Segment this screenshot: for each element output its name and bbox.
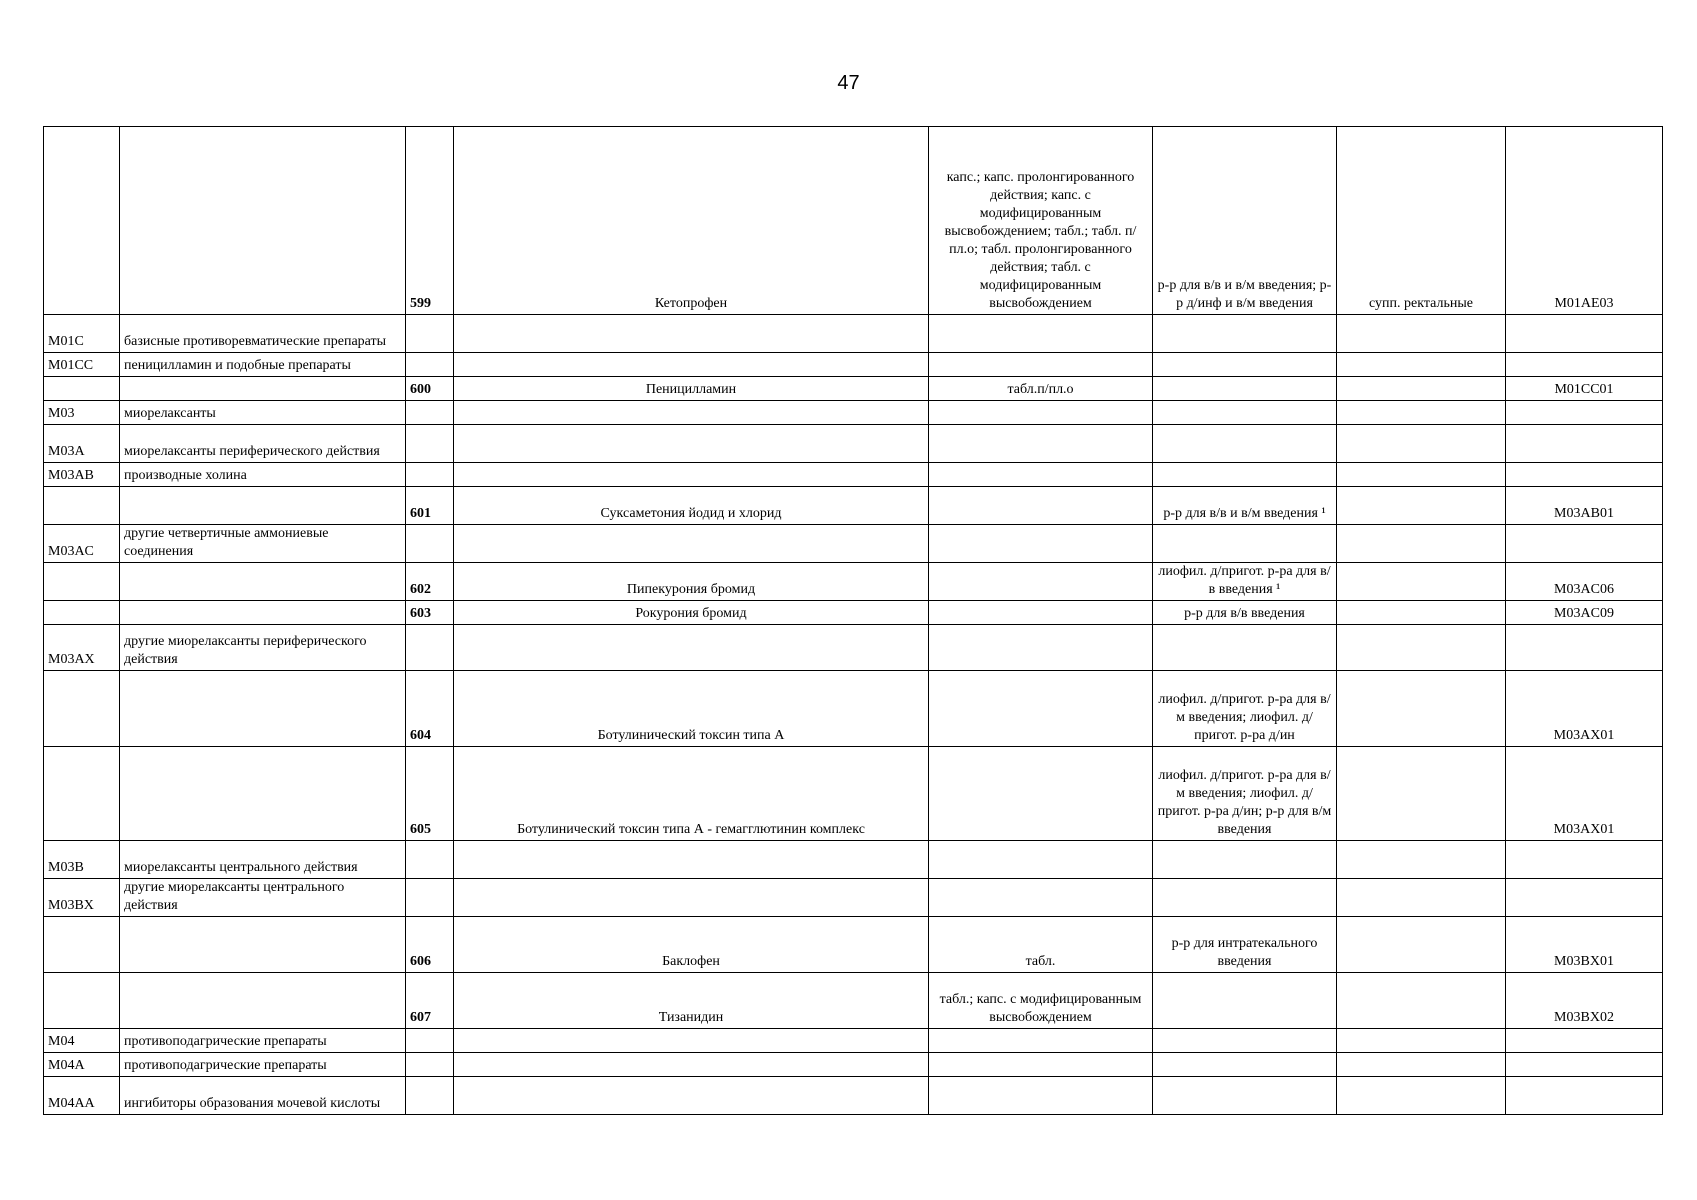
drug-name-cell	[454, 353, 929, 377]
oral-form-cell: табл.	[929, 917, 1153, 973]
atc-drug-code-cell: M03AX01	[1506, 671, 1663, 747]
table-row	[44, 625, 1663, 671]
oral-form-cell	[929, 563, 1153, 601]
table-row	[44, 601, 1663, 625]
injection-form-cell	[1153, 1077, 1337, 1115]
item-number-cell: 605	[406, 747, 454, 841]
oral-form-cell	[929, 425, 1153, 463]
drug-name-cell	[454, 625, 929, 671]
table-row	[44, 353, 1663, 377]
group-name-cell: базисные противоревматические препараты	[120, 315, 406, 353]
atc-code-cell: M01CC	[44, 353, 120, 377]
atc-drug-code-cell	[1506, 1029, 1663, 1053]
injection-form-cell: лиофил. д/пригот. р-ра для в/м введения; лиофил. д/пригот. р-ра д/ин	[1153, 671, 1337, 747]
item-number-cell	[406, 425, 454, 463]
drug-name-cell	[454, 463, 929, 487]
injection-form-cell: лиофил. д/пригот. р-ра для в/в введения ¹	[1153, 563, 1337, 601]
item-number-cell: 604	[406, 671, 454, 747]
drug-name-cell	[454, 1053, 929, 1077]
injection-form-cell	[1153, 841, 1337, 879]
item-number-cell	[406, 315, 454, 353]
atc-drug-code-cell	[1506, 841, 1663, 879]
drug-name-cell	[454, 1077, 929, 1115]
item-number-cell	[406, 1029, 454, 1053]
atc-code-cell: M03AX	[44, 625, 120, 671]
group-name-cell: ингибиторы образования мочевой кислоты	[120, 1077, 406, 1115]
oral-form-cell	[929, 625, 1153, 671]
oral-form-cell	[929, 747, 1153, 841]
group-name-cell	[120, 747, 406, 841]
page-number: 47	[837, 72, 860, 94]
injection-form-cell	[1153, 1053, 1337, 1077]
atc-drug-code-cell: M03AB01	[1506, 487, 1663, 525]
drug-name-cell	[454, 401, 929, 425]
injection-form-cell: лиофил. д/пригот. р-ра для в/м введения; лиофил. д/пригот. р-ра д/ин; р-р для в/м введения	[1153, 747, 1337, 841]
drug-name-cell: Ботулинический токсин типа А - гемагглютинин комплекс	[454, 747, 929, 841]
item-number-cell	[406, 353, 454, 377]
table-row	[44, 917, 1663, 973]
item-number-cell	[406, 625, 454, 671]
group-name-cell: противоподагрические препараты	[120, 1029, 406, 1053]
other-form-cell	[1337, 563, 1506, 601]
other-form-cell	[1337, 425, 1506, 463]
other-form-cell	[1337, 879, 1506, 917]
item-number-cell	[406, 401, 454, 425]
drug-name-cell: Пипекурония бромид	[454, 563, 929, 601]
atc-code-cell: M03	[44, 401, 120, 425]
atc-drug-code-cell	[1506, 425, 1663, 463]
injection-form-cell: р-р для в/в и в/м введения; р-р д/инф и в/м введения	[1153, 127, 1337, 315]
item-number-cell: 601	[406, 487, 454, 525]
injection-form-cell	[1153, 1029, 1337, 1053]
drug-name-cell	[454, 425, 929, 463]
atc-drug-code-cell: M03AC09	[1506, 601, 1663, 625]
table-row	[44, 525, 1663, 563]
oral-form-cell	[929, 671, 1153, 747]
item-number-cell: 599	[406, 127, 454, 315]
injection-form-cell: р-р для интратекального введения	[1153, 917, 1337, 973]
atc-code-cell: M03AC	[44, 525, 120, 563]
table-row	[44, 1053, 1663, 1077]
oral-form-cell	[929, 487, 1153, 525]
other-form-cell	[1337, 601, 1506, 625]
atc-drug-code-cell	[1506, 525, 1663, 563]
oral-form-cell: табл.; капс. с модифицированным высвобождением	[929, 973, 1153, 1029]
atc-drug-code-cell	[1506, 625, 1663, 671]
item-number-cell	[406, 879, 454, 917]
atc-code-cell: M03AB	[44, 463, 120, 487]
table-row	[44, 973, 1663, 1029]
item-number-cell: 602	[406, 563, 454, 601]
oral-form-cell	[929, 525, 1153, 563]
oral-form-cell	[929, 601, 1153, 625]
atc-drug-code-cell: M01CC01	[1506, 377, 1663, 401]
atc-drug-code-cell	[1506, 1053, 1663, 1077]
drug-name-cell	[454, 841, 929, 879]
other-form-cell	[1337, 401, 1506, 425]
group-name-cell: другие миорелаксанты периферического действия	[120, 625, 406, 671]
item-number-cell	[406, 525, 454, 563]
drug-table	[43, 126, 1663, 1115]
injection-form-cell: р-р для в/в введения	[1153, 601, 1337, 625]
injection-form-cell	[1153, 315, 1337, 353]
injection-form-cell	[1153, 377, 1337, 401]
atc-drug-code-cell: M03BX02	[1506, 973, 1663, 1029]
atc-drug-code-cell	[1506, 879, 1663, 917]
atc-code-cell: M03BX	[44, 879, 120, 917]
table-row	[44, 1077, 1663, 1115]
atc-drug-code-cell	[1506, 315, 1663, 353]
table-row	[44, 563, 1663, 601]
item-number-cell	[406, 463, 454, 487]
drug-name-cell: Кетопрофен	[454, 127, 929, 315]
oral-form-cell	[929, 879, 1153, 917]
table-row	[44, 747, 1663, 841]
oral-form-cell	[929, 353, 1153, 377]
atc-code-cell	[44, 973, 120, 1029]
oral-form-cell	[929, 1029, 1153, 1053]
oral-form-cell	[929, 1077, 1153, 1115]
injection-form-cell	[1153, 973, 1337, 1029]
group-name-cell	[120, 487, 406, 525]
atc-code-cell: M03B	[44, 841, 120, 879]
other-form-cell	[1337, 671, 1506, 747]
other-form-cell	[1337, 973, 1506, 1029]
oral-form-cell: капс.; капс. пролонгированного действия; капс. с модифицированным высвобождением; табл.; табл. п/пл.о; табл. пролонгированного действия; табл. с модифицированным высвобождением	[929, 127, 1153, 315]
item-number-cell: 600	[406, 377, 454, 401]
item-number-cell	[406, 1077, 454, 1115]
drug-name-cell: Тизанидин	[454, 973, 929, 1029]
injection-form-cell	[1153, 353, 1337, 377]
atc-code-cell	[44, 671, 120, 747]
drug-name-cell	[454, 525, 929, 563]
drug-name-cell	[454, 1029, 929, 1053]
group-name-cell: миорелаксанты центрального действия	[120, 841, 406, 879]
item-number-cell	[406, 1053, 454, 1077]
drug-name-cell: Баклофен	[454, 917, 929, 973]
atc-code-cell	[44, 747, 120, 841]
group-name-cell: пеницилламин и подобные препараты	[120, 353, 406, 377]
group-name-cell: другие миорелаксанты центрального действия	[120, 879, 406, 917]
table-row	[44, 127, 1663, 315]
other-form-cell	[1337, 917, 1506, 973]
item-number-cell: 607	[406, 973, 454, 1029]
group-name-cell	[120, 377, 406, 401]
group-name-cell: миорелаксанты	[120, 401, 406, 425]
injection-form-cell	[1153, 401, 1337, 425]
other-form-cell	[1337, 353, 1506, 377]
atc-code-cell	[44, 917, 120, 973]
other-form-cell	[1337, 1077, 1506, 1115]
group-name-cell: производные холина	[120, 463, 406, 487]
group-name-cell: другие четвертичные аммониевые соединения	[120, 525, 406, 563]
oral-form-cell	[929, 1053, 1153, 1077]
atc-code-cell: M04A	[44, 1053, 120, 1077]
atc-code-cell: M04AA	[44, 1077, 120, 1115]
other-form-cell	[1337, 1029, 1506, 1053]
injection-form-cell	[1153, 879, 1337, 917]
injection-form-cell	[1153, 425, 1337, 463]
other-form-cell	[1337, 525, 1506, 563]
group-name-cell	[120, 917, 406, 973]
table-row	[44, 879, 1663, 917]
oral-form-cell	[929, 315, 1153, 353]
atc-drug-code-cell: M03BX01	[1506, 917, 1663, 973]
group-name-cell	[120, 601, 406, 625]
atc-code-cell	[44, 127, 120, 315]
atc-drug-code-cell	[1506, 463, 1663, 487]
atc-code-cell: M03A	[44, 425, 120, 463]
table-row	[44, 1029, 1663, 1053]
oral-form-cell	[929, 401, 1153, 425]
item-number-cell	[406, 841, 454, 879]
other-form-cell	[1337, 377, 1506, 401]
injection-form-cell	[1153, 525, 1337, 563]
other-form-cell	[1337, 841, 1506, 879]
drug-name-cell: Рокурония бромид	[454, 601, 929, 625]
atc-drug-code-cell	[1506, 1077, 1663, 1115]
atc-code-cell	[44, 377, 120, 401]
other-form-cell	[1337, 625, 1506, 671]
item-number-cell: 603	[406, 601, 454, 625]
other-form-cell	[1337, 747, 1506, 841]
other-form-cell	[1337, 315, 1506, 353]
atc-code-cell	[44, 563, 120, 601]
table-row	[44, 463, 1663, 487]
group-name-cell	[120, 127, 406, 315]
other-form-cell: супп. ректальные	[1337, 127, 1506, 315]
drug-name-cell	[454, 879, 929, 917]
oral-form-cell	[929, 463, 1153, 487]
atc-code-cell: M04	[44, 1029, 120, 1053]
injection-form-cell	[1153, 625, 1337, 671]
drug-name-cell: Пеницилламин	[454, 377, 929, 401]
other-form-cell	[1337, 1053, 1506, 1077]
atc-drug-code-cell: M03AC06	[1506, 563, 1663, 601]
other-form-cell	[1337, 487, 1506, 525]
oral-form-cell: табл.п/пл.о	[929, 377, 1153, 401]
table-row	[44, 671, 1663, 747]
group-name-cell: противоподагрические препараты	[120, 1053, 406, 1077]
drug-name-cell	[454, 315, 929, 353]
atc-code-cell	[44, 601, 120, 625]
atc-code-cell	[44, 487, 120, 525]
group-name-cell	[120, 563, 406, 601]
item-number-cell: 606	[406, 917, 454, 973]
atc-drug-code-cell: M03AX01	[1506, 747, 1663, 841]
atc-code-cell: M01C	[44, 315, 120, 353]
injection-form-cell	[1153, 463, 1337, 487]
injection-form-cell: р-р для в/в и в/м введения ¹	[1153, 487, 1337, 525]
table-row	[44, 401, 1663, 425]
drug-name-cell: Ботулинический токсин типа А	[454, 671, 929, 747]
atc-drug-code-cell	[1506, 353, 1663, 377]
table-row	[44, 487, 1663, 525]
table-row	[44, 425, 1663, 463]
atc-drug-code-cell: M01AE03	[1506, 127, 1663, 315]
atc-drug-code-cell	[1506, 401, 1663, 425]
table-row	[44, 377, 1663, 401]
group-name-cell	[120, 671, 406, 747]
other-form-cell	[1337, 463, 1506, 487]
table-row	[44, 841, 1663, 879]
oral-form-cell	[929, 841, 1153, 879]
drug-name-cell: Суксаметония йодид и хлорид	[454, 487, 929, 525]
table-row	[44, 315, 1663, 353]
group-name-cell: миорелаксанты периферического действия	[120, 425, 406, 463]
group-name-cell	[120, 973, 406, 1029]
